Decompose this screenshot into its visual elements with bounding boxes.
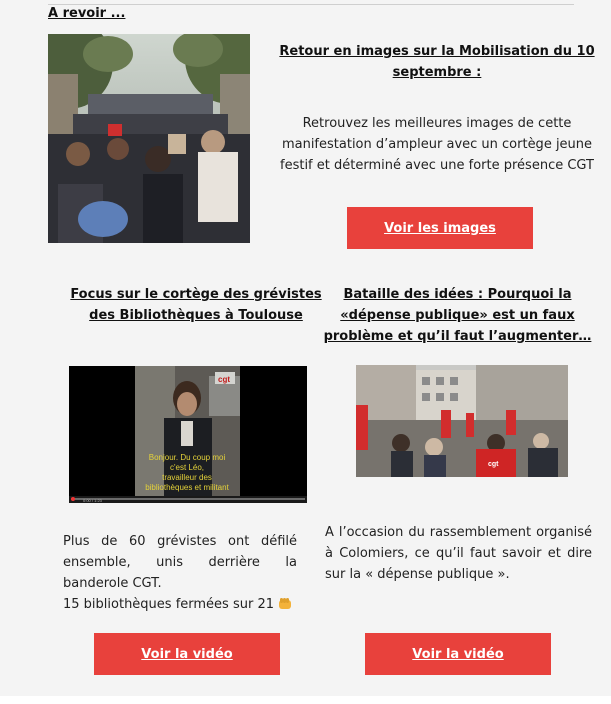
svg-text:c'est Léo,: c'est Léo,	[170, 463, 204, 472]
svg-text:Bonjour. Du coup moi: Bonjour. Du coup moi	[148, 453, 226, 462]
rally-photo[interactable]	[356, 365, 568, 477]
library-strike-text	[63, 531, 297, 615]
view-images-button[interactable]: Voir les images	[347, 207, 533, 249]
library-strike-heading[interactable]: Focus sur le cortège des grévistes des Bibliothèques à Toulouse	[70, 287, 322, 323]
video-thumbnail[interactable]	[69, 366, 307, 503]
public-spending-heading[interactable]: Bataille des idées : Pourquoi la «dépense publique» est un faux problème et qu’il faut l’augmenter…	[323, 287, 592, 344]
feature-heading[interactable]: Retour en images sur la Mobilisation du 10 septembre :	[279, 44, 595, 80]
feature-text: Retrouvez les meilleures images de cette manifestation d’ampleur avec un cortège jeune festif et déterminé avec une forte présence CGT	[280, 116, 594, 173]
library-count-text: 15 bibliothèques fermées sur 21	[63, 597, 274, 612]
watch-video-button-right[interactable]: Voir la vidéo	[365, 633, 551, 675]
svg-text:bibliothèques et militant: bibliothèques et militant	[145, 483, 229, 492]
cgt-vest-logo: cgt	[488, 461, 499, 468]
public-spending-text: A l’occasion du rassemblement organisé à Colomiers, ce qu’il faut savoir et dire sur la « dépense publique ».	[325, 525, 592, 582]
library-strike-text-line2	[63, 594, 297, 615]
crowd-photo[interactable]	[48, 34, 250, 243]
svg-text:travailleur des: travailleur des	[162, 473, 212, 482]
divider	[48, 4, 574, 5]
cgt-logo-text: cgt	[218, 375, 230, 384]
library-strike-text-line1: Plus de 60 grévistes ont défilé ensemble, unis derrière la banderole CGT.	[63, 534, 297, 591]
section-title[interactable]: A revoir ...	[48, 6, 126, 21]
raised-fist-icon	[278, 596, 292, 609]
video-time: 0:00 / 1:23	[83, 498, 102, 503]
watch-video-button-left[interactable]: Voir la vidéo	[94, 633, 280, 675]
